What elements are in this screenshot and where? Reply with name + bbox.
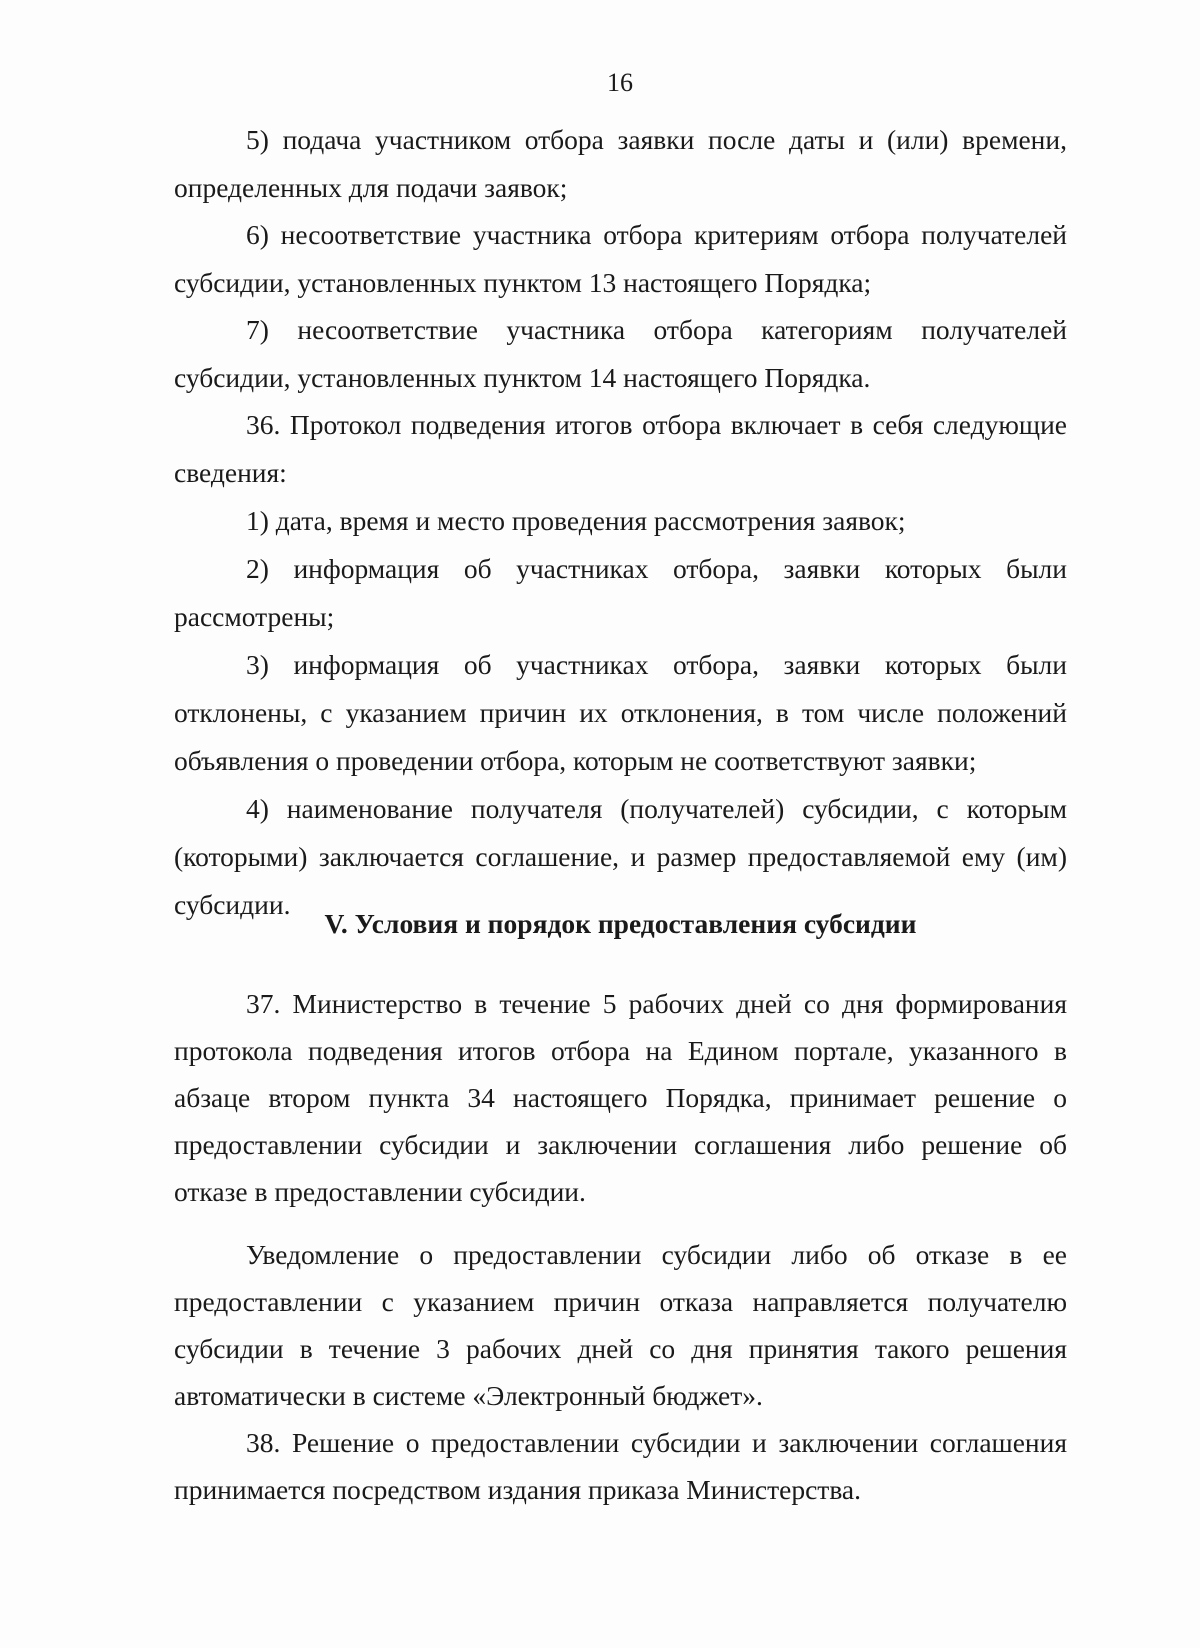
- paragraph-item-7: 7) несоответствие участника отбора категориям получателей субсидии, установленных пунктом 14 настоящего Порядка.: [174, 314, 1067, 393]
- text-block-top: [174, 116, 1067, 929]
- paragraph-36-item-4: 4) наименование получателя (получателей) субсидии, с которым (которыми) заключается соглашение, и размер предоставляемой ему (им) субсидии.: [174, 793, 1067, 920]
- text-block-bottom: [174, 980, 1067, 1513]
- paragraph-item-6: 6) несоответствие участника отбора критериям отбора получателей субсидии, установленных пунктом 13 настоящего Порядка;: [174, 219, 1067, 298]
- paragraph-36-item-3: 3) информация об участниках отбора, заявки которых были отклонены, с указанием причин их отклонения, в том числе положений объявления о проведении отбора, которым не соответствуют заявки;: [174, 649, 1067, 776]
- paragraph-36: 36. Протокол подведения итогов отбора включает в себя следующие сведения:: [174, 409, 1067, 488]
- section-heading: V. Условия и порядок предоставления субсидии: [324, 908, 917, 939]
- paragraph-37-notice: Уведомление о предоставлении субсидии либо об отказе в ее предоставлении с указанием причин отказа направляется получателю субсидии в течение 3 рабочих дней со дня принятия такого решения автоматически в системе «Электронный бюджет».: [174, 1239, 1067, 1411]
- paragraph-37: 37. Министерство в течение 5 рабочих дней со дня формирования протокола подведения итогов отбора на Едином портале, указанного в абзаце втором пункта 34 настоящего Порядка, принимает решение о предоставлении субсидии и заключении соглашения либо решение об отказе в предоставлении субсидии.: [174, 988, 1067, 1207]
- page-number: 16: [607, 68, 633, 97]
- paragraph-38: 38. Решение о предоставлении субсидии и заключении соглашения принимается посредством издания приказа Министерства.: [174, 1427, 1067, 1505]
- paragraph-36-item-2: 2) информация об участниках отбора, заявки которых были рассмотрены;: [174, 553, 1067, 632]
- paragraph-item-5: 5) подача участником отбора заявки после даты и (или) времени, определенных для подачи заявок;: [174, 124, 1067, 203]
- paragraph-36-item-1: 1) дата, время и место проведения рассмотрения заявок;: [246, 505, 906, 536]
